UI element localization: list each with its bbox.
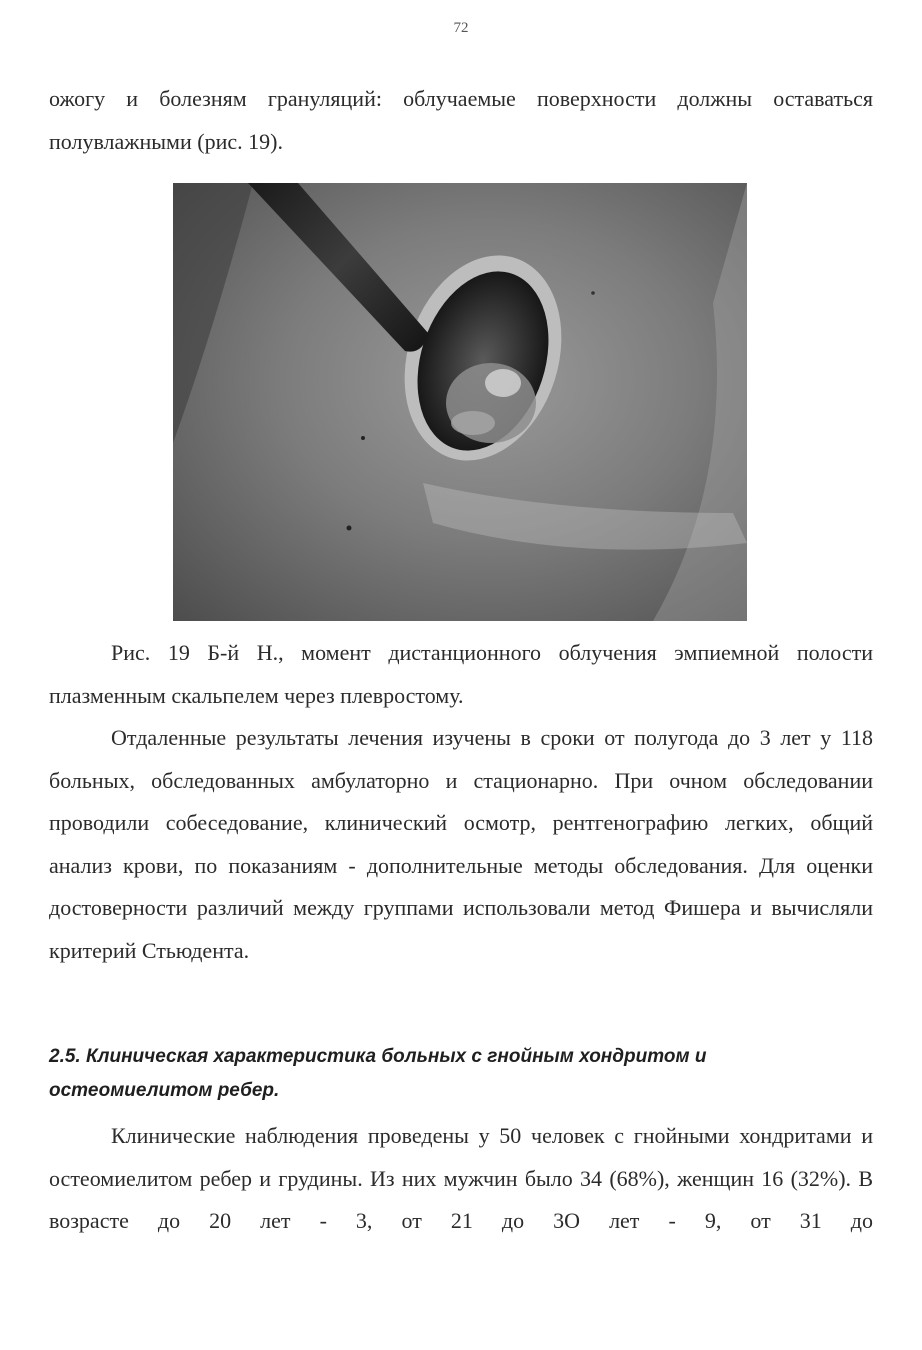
intro-line-1: ожогу и болезням грануляций: облучаемые поверхности должны оставаться (49, 86, 873, 111)
figure-caption-text: Рис. 19 Б-й Н., момент дистанционного облучения эмпиемной полости плазменным скальпелем через плевростому. (49, 640, 873, 708)
intro-text (49, 78, 873, 163)
page-number: 72 (453, 20, 469, 36)
paragraph-results-text: Отдаленные результаты лечения изучены в сроки от полугода до 3 лет у 118 больных, обследованных амбулаторно и стационарно. При очном обследовании проводили собеседование, клинический осмотр, рентгенографию легких, общий анализ крови, по показаниям - дополнительные методы обследования. Для оценки достоверности различий между группами использовали метод Фишера и вычисляли критерий Стьюдента. (49, 725, 873, 963)
skin-mark (591, 291, 595, 295)
skin-mark (347, 526, 352, 531)
paragraph-results (49, 717, 873, 972)
figure-caption (49, 632, 873, 717)
section-heading-2-5: 2.5. Клиническая характеристика больных с гнойным хондритом и остеомиелитом ребер. (49, 1046, 707, 1101)
intro-line-2: полувлажными (рис. 19). (49, 128, 283, 154)
tissue-highlight (485, 369, 521, 397)
paragraph-clinical (49, 1115, 873, 1243)
paragraph-clinical-text: Клинические наблюдения проведены у 50 человек с гнойными хондритами и остеомиелитом ребер и грудины. Из них мужчин было 34 (68%), женщин 16 (32%). В возрасте до 20 лет - 3, от 21 до 3О лет - 9, от 31 до (49, 1123, 873, 1233)
skin-mark (361, 436, 365, 440)
tissue-highlight-2 (451, 411, 495, 435)
figure-19-image (173, 183, 747, 621)
figure-19-photo (173, 183, 747, 621)
